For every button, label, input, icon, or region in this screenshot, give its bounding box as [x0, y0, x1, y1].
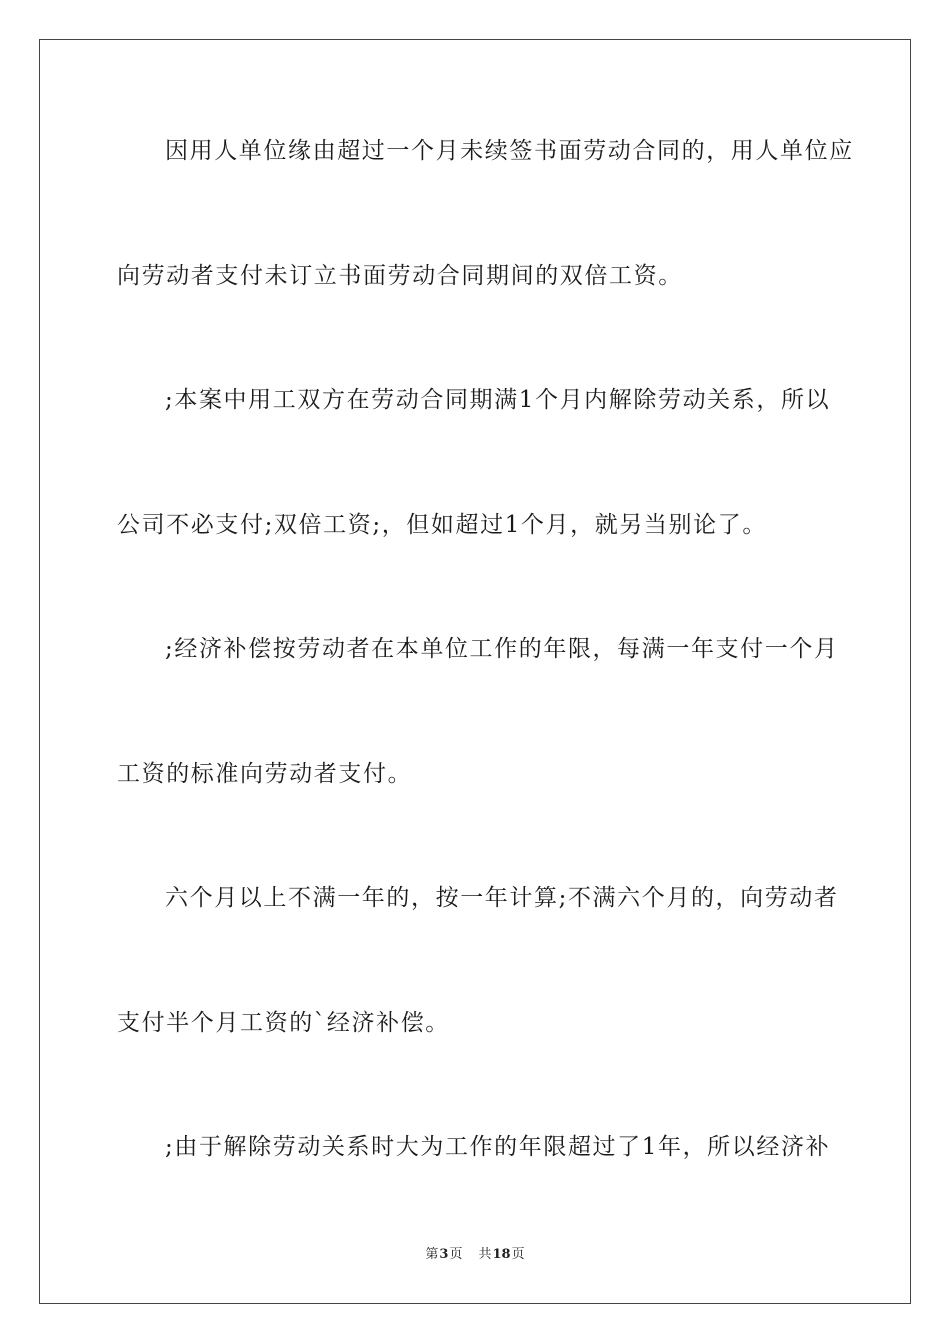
paragraph-line-8: 支付半个月工资的`经济补偿。: [117, 1010, 450, 1036]
page-footer: [0, 1246, 950, 1264]
paragraph-line-9: ;由于解除劳动关系时大为工作的年限超过了1年，所以经济补: [165, 1134, 831, 1160]
total-pages: 18: [492, 1247, 511, 1262]
page-number: 3: [439, 1247, 449, 1262]
paragraph-line-4: 公司不必支付;双倍工资;，但如超过1个月，就另当别论了。: [117, 512, 767, 538]
paragraph-line-6: 工资的标准向劳动者支付。: [117, 761, 413, 787]
page-border: [39, 39, 911, 1304]
paragraph-line-5: ;经济补偿按劳动者在本单位工作的年限，每满一年支付一个月: [165, 636, 839, 662]
page-suffix: 页: [449, 1247, 463, 1262]
total-suffix: 页: [511, 1247, 525, 1262]
paragraph-line-3: ;本案中用工双方在劳动合同期满1个月内解除劳动关系，所以: [165, 387, 831, 413]
total-prefix: 共: [478, 1247, 492, 1262]
paragraph-line-7: 六个月以上不满一年的，按一年计算;不满六个月的，向劳动者: [165, 885, 839, 911]
paragraph-line-1: 因用人单位缘由超过一个月未续签书面劳动合同的，用人单位应: [165, 138, 854, 164]
paragraph-line-2: 向劳动者支付未订立书面劳动合同期间的双倍工资。: [117, 263, 683, 289]
page-prefix: 第: [425, 1247, 439, 1262]
